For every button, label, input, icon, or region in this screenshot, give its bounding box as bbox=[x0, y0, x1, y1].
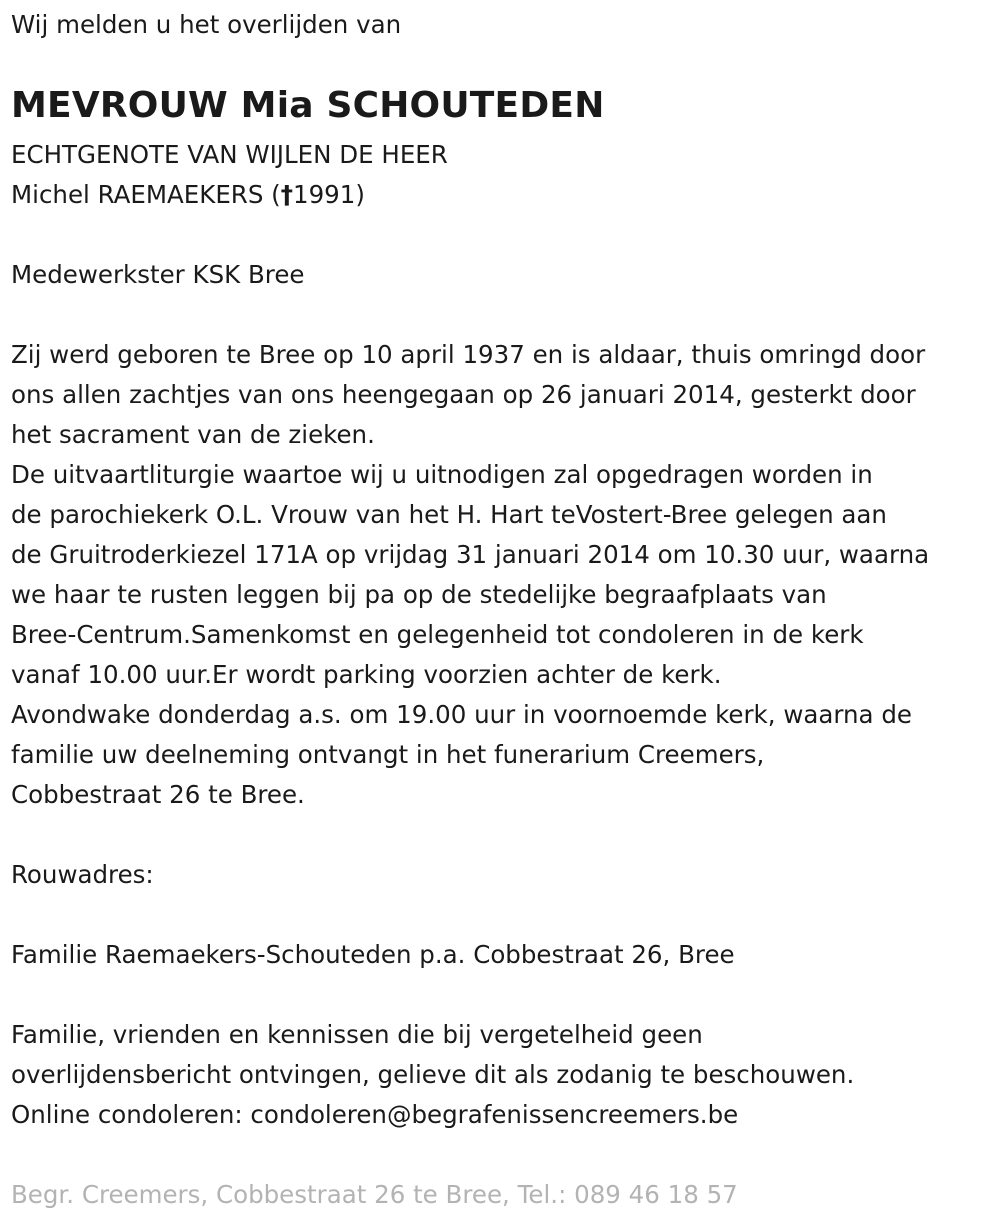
spouse-death-year: 1991) bbox=[292, 180, 365, 209]
closing-line: Familie, vrienden en kennissen die bij vergetelheid geen bbox=[11, 1020, 703, 1049]
announcement-line: De uitvaartliturgie waartoe wij u uitnodigen zal opgedragen worden in bbox=[11, 460, 873, 489]
deceased-name: MEVROUW Mia SCHOUTEDEN bbox=[11, 85, 605, 126]
announcement-line: vanaf 10.00 uur.Er wordt parking voorzien achter de kerk. bbox=[11, 660, 722, 689]
announcement-line: de Gruitroderkiezel 171A op vrijdag 31 januari 2014 om 10.30 uur, waarna bbox=[11, 540, 930, 569]
announcement-line: familie uw deelneming ontvangt in het funerarium Creemers, bbox=[11, 740, 765, 769]
online-condolence-line: Online condoleren: condoleren@begrafenissencreemers.be bbox=[11, 1100, 739, 1129]
announcement-line: Avondwake donderdag a.s. om 19.00 uur in voornoemde kerk, waarna de bbox=[11, 700, 912, 729]
announcement-line: we haar te rusten leggen bij pa op de stedelijke begraafplaats van bbox=[11, 580, 827, 609]
occupation: Medewerkster KSK Bree bbox=[11, 260, 305, 289]
closing-line: overlijdensbericht ontvingen, gelieve dit als zodanig te beschouwen. bbox=[11, 1060, 855, 1089]
cross-icon: † bbox=[280, 180, 293, 209]
announcement-line: Zij werd geboren te Bree op 10 april 1937 en is aldaar, thuis omringd door bbox=[11, 340, 926, 369]
mourning-address-label: Rouwadres: bbox=[11, 860, 154, 889]
announcement-line: Bree-Centrum.Samenkomst en gelegenheid tot condoleren in de kerk bbox=[11, 620, 864, 649]
announcement-line: ons allen zachtjes van ons heengegaan op 26 januari 2014, gesterkt door bbox=[11, 380, 916, 409]
intro-text: Wij melden u het overlijden van bbox=[11, 10, 402, 39]
spouse-name-line bbox=[11, 175, 929, 215]
spouse-line: ECHTGENOTE VAN WIJLEN DE HEER bbox=[11, 140, 448, 169]
announcement-line: Cobbestraat 26 te Bree. bbox=[11, 780, 305, 809]
mourning-address: Familie Raemaekers-Schouteden p.a. Cobbestraat 26, Bree bbox=[11, 940, 735, 969]
funeral-home-footer: Begr. Creemers, Cobbestraat 26 te Bree, Tel.: 089 46 18 57 bbox=[11, 1180, 738, 1209]
notice-body bbox=[11, 135, 929, 1135]
spouse-name: Michel RAEMAEKERS ( bbox=[11, 180, 281, 209]
announcement-line: de parochiekerk O.L. Vrouw van het H. Hart teVostert-Bree gelegen aan bbox=[11, 500, 887, 529]
announcement-line: het sacrament van de zieken. bbox=[11, 420, 375, 449]
